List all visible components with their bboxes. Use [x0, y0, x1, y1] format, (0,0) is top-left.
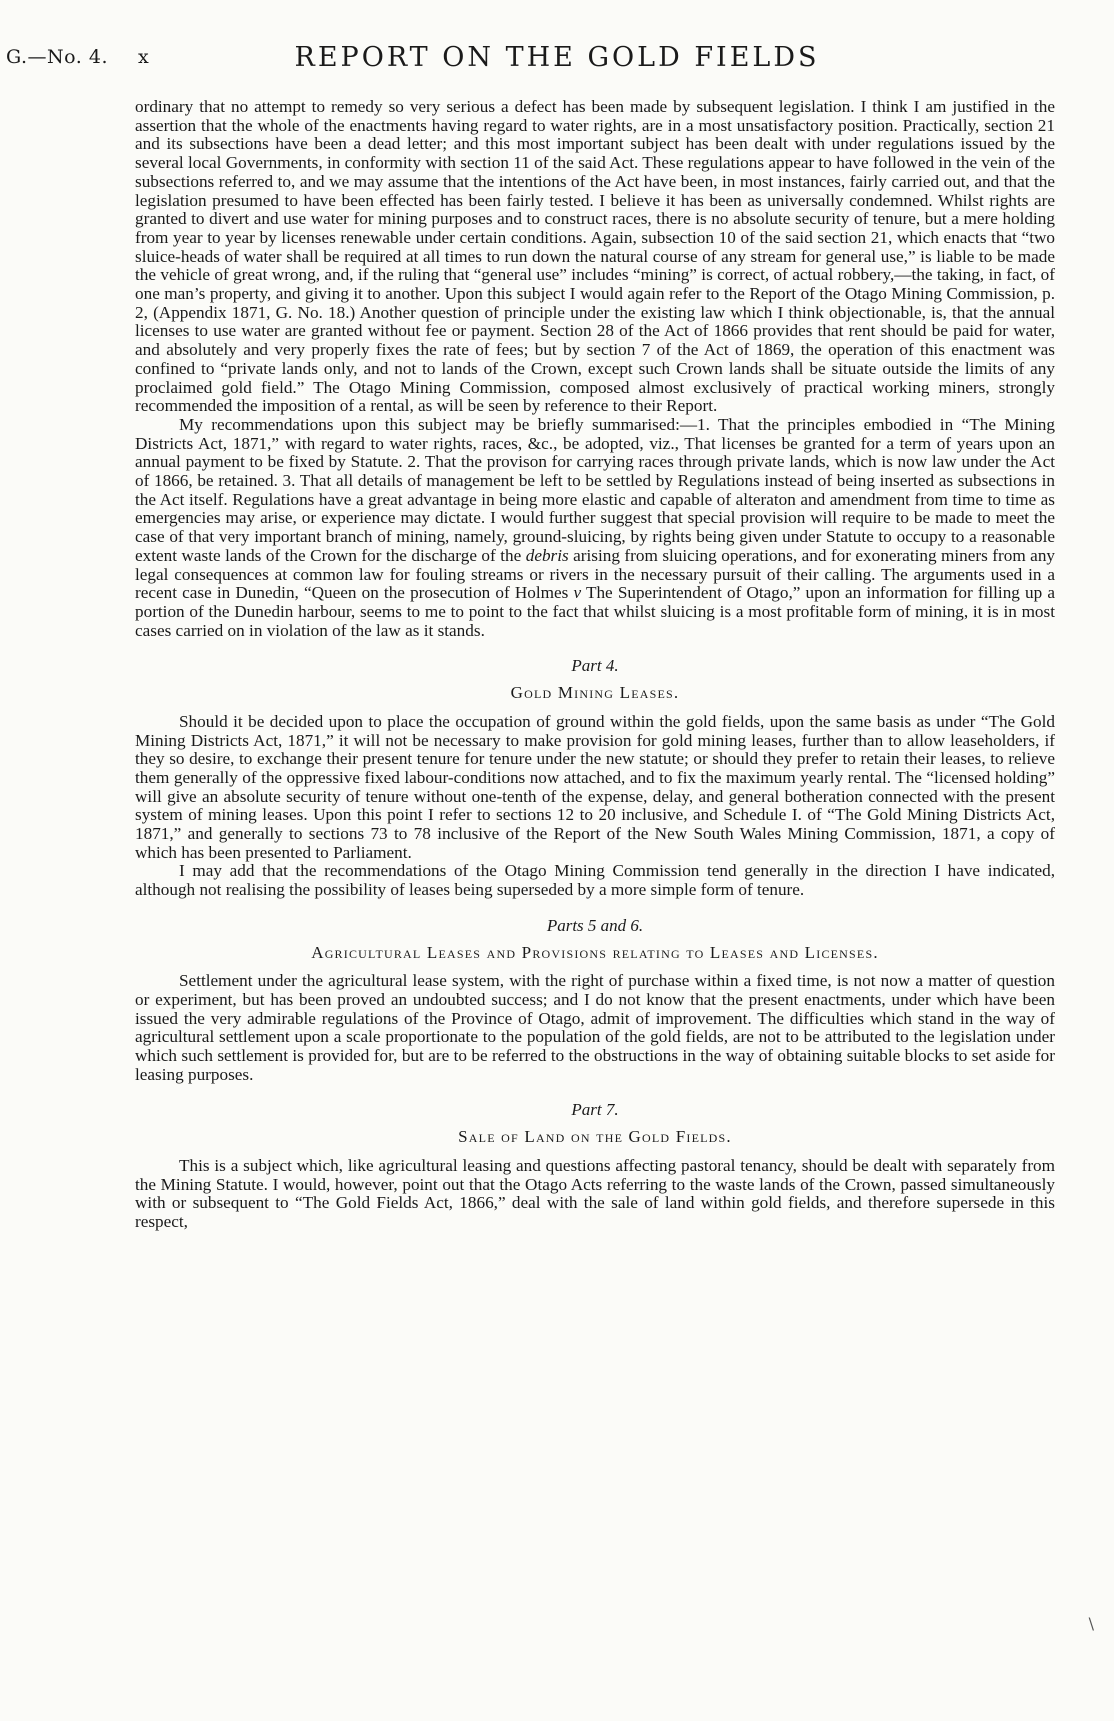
text-run: The Superintendent of Otago,” upon an information for filling up a portion of the Dunedin harbour, seems to me to point to the fact that whilst sluicing is a most profitable form of mining, it is in most cases carried on in violation of the law as it stands.	[135, 583, 1055, 640]
paragraph-gold-mining-leases: Should it be decided upon to place the occupation of ground within the gold fields, upon the same basis as under “The Gold Mining Districts Act, 1871,” it will not be necessary to make provision for gold mining leases, further than to allow leaseholders, if they so desire, to exchange their present tenure for tenure under the new statute; or should they prefer to retain their leases, to relieve them generally of the oppressive fixed labour-conditions now attached, and to fix the maximum yearly rental. The “licensed holding” will give an absolute security of tenure without one-tenth of the expense, delay, and general botheration connected with the present system of mining leases. Upon this point I refer to sections 12 to 20 inclusive, and Schedule I. of “The Gold Mining Districts Act, 1871,” and generally to sections 73 to 78 inclusive of the Report of the New South Wales Mining Commission, 1871, a copy of which has been presented to Parliament.	[135, 711, 1055, 862]
page-header	[0, 38, 1114, 78]
paragraph-water-rights: ordinary that no attempt to remedy so very serious a defect has been made by subsequent legislation. I think I am justified in the assertion that the whole of the enactments having regard to water rights, are in a most unsatisfactory position. Practically, section 21 and its subsections have been a dead letter; and this most important subject has been dealt with under regulations issued by the several local Governments, in conformity with section 11 of the said Act. These regulations appear to have followed in the vein of the subsections referred to, and we may assume that the intentions of the Act have been, in most instances, fairly carried out, and that the legislation presumed to have been effected has been fairly tested. I believe it has been as universally condemned. Whilst rights are granted to divert and use water for mining purposes and to construct races, there is no absolute security of tenure, but a mere holding from year to year by licenses renewable under certain conditions. Again, subsection 10 of the said section 21, which enacts that “two sluice-heads of water shall be required at all times to run down the natural course of any stream for general use,” is liable to be made the vehicle of great wrong, and, if the ruling that “general use” includes “mining” is correct, of actual robbery,—the taking, in fact, of one man’s property, and giving it to another. Upon this subject I would again refer to the Report of the Otago Mining Commission, p. 2, (Appendix 1871, G. No. 18.) Another question of principle under the existing law which I think objectionable, is, that the annual licenses to use water are granted without fee or payment. Section 28 of the Act of 1866 provides that rent should be paid for water, and absolutely and very properly fixes the rate of fees; but by section 7 of the Act of 1869, the operation of this enactment was confined to “private lands only, and not to lands of the Crown, except such Crown lands shall be situate outside the limits of any proclaimed gold field.” The Otago Mining Commission, composed almost exclusively of practical working miners, strongly recommended the imposition of a rental, as will be seen by reference to their Report.	[135, 97, 1055, 416]
parts-5-6-label: Parts 5 and 6.	[546, 915, 644, 935]
running-title: REPORT ON THE GOLD FIELDS	[294, 42, 820, 73]
section-heading-sale-of-land: Sale of Land on the Gold Fields.	[458, 1127, 732, 1147]
section-heading-agricultural-leases: Agricultural Leases and Provisions relating to Leases and Licenses.	[311, 942, 879, 962]
text-run: arising from sluicing operations, and for exonerating miners from any legal consequences at common law for fouling streams or rivers in the necessary pursuit of their calling. The arguments used in a recent case in Dunedin, “Queen on the prosecution of Holmes	[135, 545, 1056, 603]
page-number: x	[138, 46, 149, 68]
section-heading-gold-mining-leases: Gold Mining Leases.	[510, 683, 680, 703]
paragraph-otago-commission: I may add that the recommendations of the Otago Mining Commission tend generally in the direction I have indicated, although not realising the possibility of leases being superseded by a more simple form of tenure.	[135, 861, 1055, 900]
report-body	[135, 98, 1055, 1232]
paragraph-agricultural-leases: Settlement under the agricultural lease system, with the right of purchase within a fixed time, is not now a matter of question or experiment, but has been proved an undoubted success; and I do not know that the present enactments, under which have been issued the very admirable regulations of the Province of Otago, admit of improvement. The difficulties which stand in the way of agricultural settlement upon a scale proportionate to the population of the gold fields, are not to be attributed to the legislation under which such settlement is provided for, but are to be referred to the obstructions in the way of obtaining suitable blocks to set aside for leasing purposes.	[135, 971, 1055, 1084]
paragraph-recommendations	[135, 416, 1055, 640]
part-7-label: Part 7.	[571, 1100, 619, 1120]
part-4-label: Part 4.	[571, 656, 619, 676]
paper-number: G.—No. 4.	[6, 46, 108, 68]
paragraph-sale-of-land: This is a subject which, like agricultural leasing and questions affecting pastoral tenancy, should be dealt with separately from the Mining Statute. I would, however, point out that the Otago Acts referring to the waste lands of the Crown, passed simultaneously with or subsequent to “The Gold Fields Act, 1866,” deal with the sale of land within gold fields, and therefore supersede in this respect,	[135, 1155, 1055, 1231]
italic-term: debris	[525, 545, 569, 565]
margin-mark: \	[1088, 1614, 1094, 1633]
text-run: My recommendations upon this subject may be briefly summarised:—1. That the principles embodied in “The Mining Districts Act, 1871,” with regard to water rights, races, &c., be adopted, viz., That licenses be granted for a term of years upon an annual payment to be fixed by Statute. 2. That the provison for carrying races through private lands, which is now law under the Act of 1866, be retained. 3. That all details of management be left to be settled by Regulations instead of being inserted as subsections in the Act itself. Regulations have a great advantage in being more elastic and capable of alteraton and amendment from time to time as emergencies may arise, or experience may dictate. I would further suggest that special provision will require to be made to meet the case of that very important branch of mining, namely, ground-sluicing, by rights being given under Statute to occupy to a reasonable extent waste lands of the Crown for the discharge of the	[135, 414, 1055, 565]
italic-term: v	[573, 583, 582, 603]
